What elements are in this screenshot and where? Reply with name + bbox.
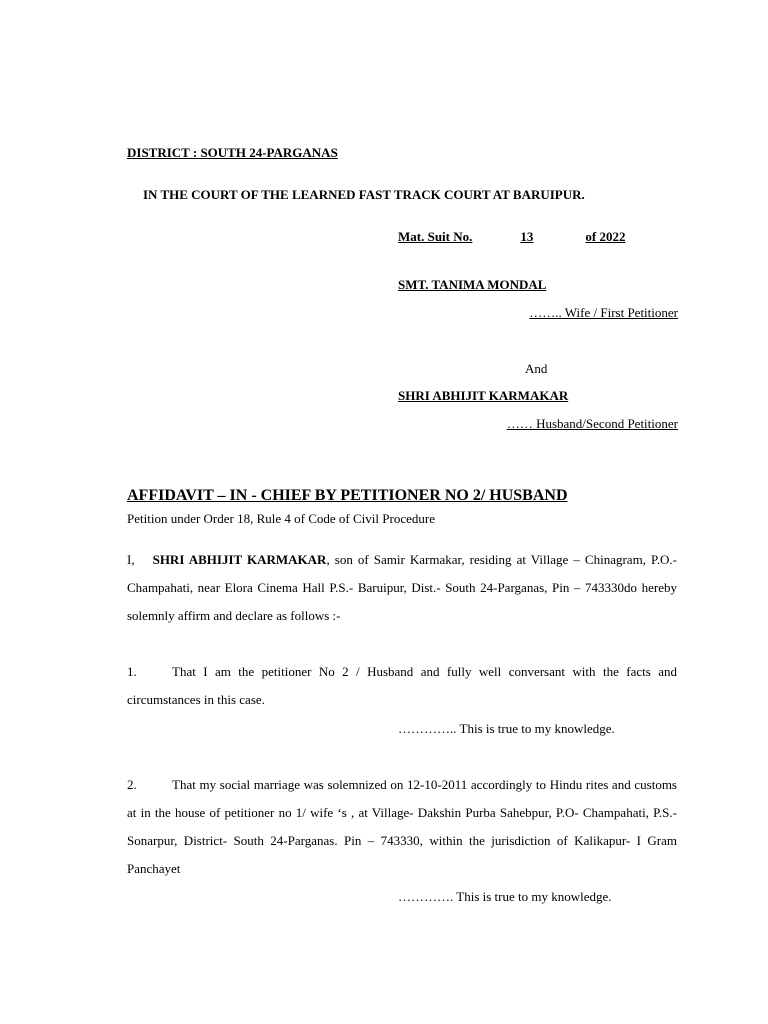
paragraph-1-number: 1. (127, 664, 137, 679)
paragraph-2-text: That my social marriage was solemnized on 12-10-2011 accordingly to Hindu rites and customs at in the house of petitioner no 1/ wife ‘s , at Village- Dakshin Purba Sahebpur, P.O- Champahati, P.S.- Sonarpur, District- South 24-Parganas. Pin – 743330, within the jurisdiction of Kalikapur- I Gram Panchayet (127, 777, 677, 876)
paragraph-2-verification: …………. This is true to my knowledge. (398, 889, 612, 904)
affidavit-subtitle: Petition under Order 18, Rule 4 of Code of Civil Procedure (127, 511, 435, 526)
intro-paragraph (127, 546, 677, 630)
district-heading: DISTRICT : SOUTH 24-PARGANAS (127, 145, 338, 160)
court-heading: IN THE COURT OF THE LEARNED FAST TRACK COURT AT BARUIPUR. (143, 187, 585, 202)
paragraph-1-verification: ………….. This is true to my knowledge. (398, 721, 615, 736)
paragraph-1 (127, 658, 677, 714)
affidavit-title: AFFIDAVIT – IN - CHIEF BY PETITIONER NO 2/ HUSBAND (127, 487, 568, 504)
suit-number-line (398, 229, 625, 245)
paragraph-2 (127, 771, 677, 883)
paragraph-2-number: 2. (127, 777, 137, 792)
second-petitioner-name: SHRI ABHIJIT KARMAKAR (398, 388, 569, 403)
suit-number: 13 (520, 229, 534, 244)
intro-rest: , son of Samir Karmakar, residing at Village – Chinagram, P.O.- Champahati, near Elora Cinema Hall P.S.- Baruipur, Dist.- South 24-Parganas, Pin – 743330do hereby solemnly affirm and declare as follows :- (127, 552, 677, 623)
first-petitioner-name: SMT. TANIMA MONDAL (398, 277, 547, 292)
deponent-name: SHRI ABHIJIT KARMAKAR (152, 552, 327, 567)
second-petitioner-role: …… Husband/Second Petitioner (506, 416, 678, 431)
intro-prefix: I, (127, 552, 135, 567)
and-separator: And (525, 361, 548, 376)
suit-label: Mat. Suit No. (398, 229, 473, 244)
first-petitioner-role: …….. Wife / First Petitioner (529, 305, 678, 320)
suit-year: of 2022 (585, 229, 626, 244)
paragraph-1-text: That I am the petitioner No 2 / Husband and fully well conversant with the facts and circumstances in this case. (127, 664, 677, 707)
